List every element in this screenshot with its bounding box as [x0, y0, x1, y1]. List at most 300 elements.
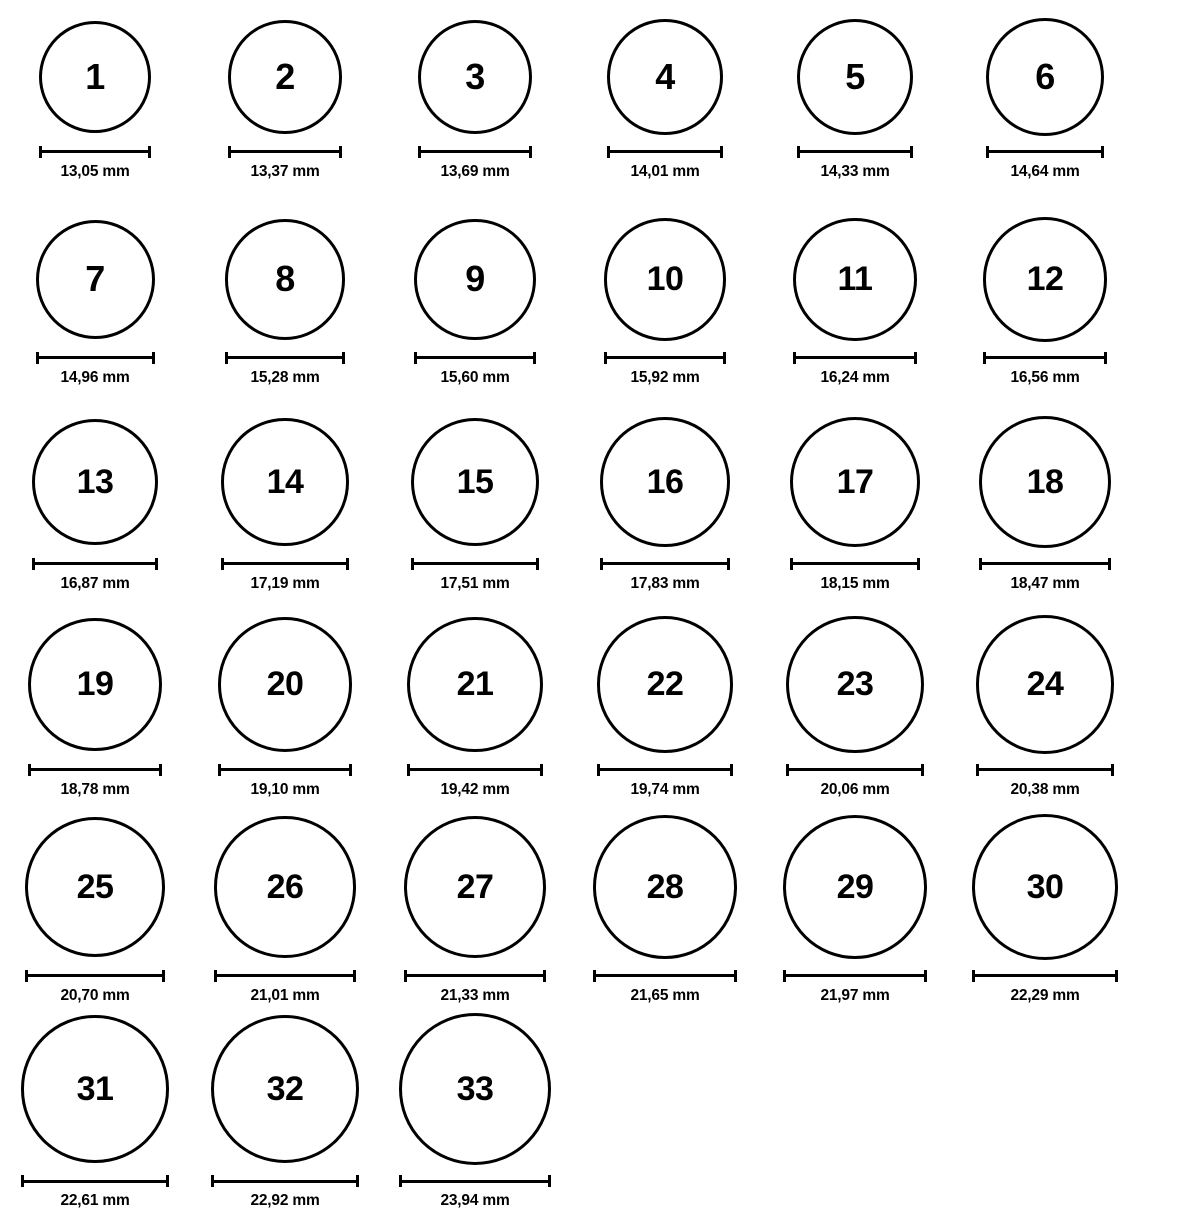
ring-circle-wrap — [228, 14, 341, 140]
measure-tick-left — [414, 352, 417, 364]
ring-circle — [983, 217, 1108, 342]
ring-size-number: 12 — [1026, 260, 1064, 299]
ring-circle — [399, 1013, 551, 1165]
diameter-label: 16,24 mm — [820, 368, 890, 386]
ring-circle — [986, 18, 1104, 136]
ring-size-7 — [0, 213, 190, 387]
measure-line — [983, 356, 1108, 359]
ring-circle-wrap — [411, 412, 539, 552]
measure-tick-right — [727, 558, 730, 570]
diameter-measure-bar — [228, 146, 341, 158]
ring-size-16 — [570, 412, 760, 593]
ring-circle — [597, 616, 734, 753]
diameter-label: 15,28 mm — [250, 368, 320, 386]
ring-size-number: 13 — [76, 462, 114, 501]
diameter-measure-bar — [214, 970, 355, 982]
diameter-measure-bar — [225, 352, 345, 364]
ring-circle-wrap — [418, 14, 532, 140]
measure-line — [221, 562, 348, 565]
measure-tick-left — [39, 146, 42, 158]
ring-circle — [28, 618, 161, 751]
diameter-measure-bar — [593, 970, 737, 982]
measure-tick-left — [214, 970, 217, 982]
diameter-label: 14,96 mm — [60, 368, 130, 386]
ring-circle-wrap — [225, 213, 345, 346]
ring-circle — [972, 814, 1118, 960]
ring-size-number: 15 — [456, 462, 494, 501]
diameter-label: 20,06 mm — [820, 780, 890, 798]
diameter-label: 18,78 mm — [60, 780, 130, 798]
ring-size-number: 18 — [1026, 462, 1064, 501]
diameter-measure-bar — [407, 764, 542, 776]
measure-line — [797, 150, 914, 153]
ring-size-number: 6 — [1035, 55, 1055, 97]
measure-tick-right — [159, 764, 162, 776]
diameter-label: 14,64 mm — [1010, 162, 1080, 180]
measure-tick-left — [983, 352, 986, 364]
measure-tick-right — [533, 352, 536, 364]
ring-circle-wrap — [214, 810, 355, 964]
diameter-measure-bar — [39, 146, 151, 158]
diameter-measure-bar — [32, 558, 158, 570]
measure-tick-right — [356, 1175, 359, 1187]
measure-line — [790, 562, 921, 565]
ring-size-number: 20 — [266, 665, 304, 704]
measure-tick-left — [607, 146, 610, 158]
diameter-measure-bar — [604, 352, 727, 364]
ring-circle — [221, 418, 348, 545]
diameter-label: 22,61 mm — [60, 1192, 130, 1209]
diameter-measure-bar — [221, 558, 348, 570]
measure-line — [793, 356, 917, 359]
measure-tick-right — [148, 146, 151, 158]
diameter-label: 16,56 mm — [1010, 368, 1080, 386]
diameter-measure-bar — [783, 970, 928, 982]
measure-tick-right — [349, 764, 352, 776]
ring-circle — [404, 816, 546, 958]
diameter-label: 18,47 mm — [1010, 574, 1080, 592]
diameter-label: 21,33 mm — [440, 986, 510, 1004]
diameter-measure-bar — [211, 1175, 359, 1187]
diameter-measure-bar — [414, 352, 535, 364]
measure-tick-left — [600, 558, 603, 570]
measure-tick-left — [228, 146, 231, 158]
ring-circle — [228, 20, 341, 133]
ring-size-21 — [380, 611, 570, 799]
ring-size-number: 26 — [266, 867, 304, 906]
ring-size-6 — [950, 14, 1140, 181]
measure-tick-left — [399, 1175, 402, 1187]
diameter-measure-bar — [404, 970, 546, 982]
ring-size-8 — [190, 213, 380, 387]
ring-circle — [604, 218, 727, 341]
diameter-label: 22,92 mm — [250, 1192, 320, 1209]
ring-size-29 — [760, 810, 950, 1005]
ring-circle-wrap — [979, 412, 1111, 552]
ring-size-25 — [0, 810, 190, 1005]
ring-size-19 — [0, 611, 190, 799]
measure-line — [218, 768, 352, 771]
measure-tick-right — [342, 352, 345, 364]
diameter-label: 15,92 mm — [630, 368, 700, 386]
ring-circle-wrap — [976, 611, 1115, 758]
ring-size-number: 24 — [1026, 665, 1064, 704]
measure-line — [607, 150, 723, 153]
measure-tick-right — [1101, 146, 1104, 158]
ring-circle — [211, 1015, 359, 1163]
size-row — [0, 14, 1200, 213]
ring-circle-wrap — [25, 810, 165, 964]
ring-size-20 — [190, 611, 380, 799]
ring-circle-wrap — [972, 810, 1118, 964]
ring-size-number: 30 — [1026, 867, 1064, 906]
measure-tick-right — [155, 558, 158, 570]
measure-tick-right — [166, 1175, 169, 1187]
ring-circle-wrap — [797, 14, 914, 140]
ring-circle — [32, 419, 158, 545]
measure-tick-left — [21, 1175, 24, 1187]
measure-tick-right — [917, 558, 920, 570]
ring-size-number: 17 — [836, 462, 874, 501]
measure-line — [21, 1180, 168, 1183]
ring-size-17 — [760, 412, 950, 593]
measure-line — [399, 1180, 551, 1183]
ring-circle — [790, 417, 921, 548]
ring-circle-wrap — [211, 1009, 359, 1169]
measure-tick-right — [339, 146, 342, 158]
diameter-label: 17,51 mm — [440, 574, 510, 592]
ring-circle — [407, 617, 542, 752]
ring-size-number: 19 — [76, 665, 114, 704]
ring-circle — [797, 19, 914, 136]
diameter-label: 21,01 mm — [250, 986, 320, 1004]
ring-size-number: 10 — [646, 260, 684, 299]
ring-size-15 — [380, 412, 570, 593]
ring-size-number: 5 — [845, 55, 865, 97]
ring-circle-wrap — [221, 412, 348, 552]
ring-size-13 — [0, 412, 190, 593]
measure-tick-left — [604, 352, 607, 364]
ring-size-18 — [950, 412, 1140, 593]
ring-size-26 — [190, 810, 380, 1005]
diameter-label: 17,19 mm — [250, 574, 320, 592]
ring-circle-wrap — [218, 611, 352, 758]
ring-circle-wrap — [983, 213, 1108, 346]
measure-tick-right — [914, 352, 917, 364]
ring-circle — [793, 218, 917, 342]
ring-circle-wrap — [28, 611, 161, 758]
ring-circle-wrap — [600, 412, 730, 552]
measure-tick-right — [548, 1175, 551, 1187]
diameter-label: 15,60 mm — [440, 368, 510, 386]
measure-tick-left — [32, 558, 35, 570]
ring-size-number: 14 — [266, 462, 304, 501]
diameter-measure-bar — [786, 764, 924, 776]
measure-tick-right — [536, 558, 539, 570]
measure-tick-left — [783, 970, 786, 982]
diameter-measure-bar — [399, 1175, 551, 1187]
diameter-label: 13,37 mm — [250, 162, 320, 180]
diameter-label: 22,29 mm — [1010, 986, 1080, 1004]
ring-size-number: 33 — [456, 1070, 494, 1108]
measure-tick-left — [36, 352, 39, 364]
ring-circle — [225, 219, 345, 339]
diameter-measure-bar — [28, 764, 161, 776]
measure-line — [39, 150, 151, 153]
ring-size-number: 7 — [85, 258, 105, 300]
diameter-label: 14,33 mm — [820, 162, 890, 180]
measure-tick-left — [404, 970, 407, 982]
diameter-label: 21,65 mm — [630, 986, 700, 1004]
measure-line — [597, 768, 734, 771]
ring-size-3 — [380, 14, 570, 181]
ring-size-4 — [570, 14, 760, 181]
ring-size-9 — [380, 213, 570, 387]
ring-circle-wrap — [793, 213, 917, 346]
diameter-measure-bar — [979, 558, 1111, 570]
ring-circle — [414, 219, 535, 340]
ring-size-5 — [760, 14, 950, 181]
ring-size-number: 27 — [456, 867, 494, 906]
measure-tick-left — [221, 558, 224, 570]
ring-size-30 — [950, 810, 1140, 1005]
ring-size-number: 4 — [655, 55, 675, 97]
measure-tick-left — [972, 970, 975, 982]
ring-size-24 — [950, 611, 1140, 799]
ring-circle — [36, 220, 155, 339]
measure-tick-right — [910, 146, 913, 158]
diameter-measure-bar — [976, 764, 1115, 776]
diameter-measure-bar — [790, 558, 921, 570]
measure-line — [786, 768, 924, 771]
measure-tick-right — [353, 970, 356, 982]
measure-line — [32, 562, 158, 565]
diameter-measure-bar — [36, 352, 155, 364]
measure-tick-left — [418, 146, 421, 158]
ring-size-number: 8 — [275, 258, 295, 300]
diameter-measure-bar — [983, 352, 1108, 364]
diameter-label: 17,83 mm — [630, 574, 700, 592]
ring-size-10 — [570, 213, 760, 387]
diameter-measure-bar — [797, 146, 914, 158]
ring-size-27 — [380, 810, 570, 1005]
diameter-label: 19,74 mm — [630, 780, 700, 798]
ring-circle — [411, 418, 539, 546]
ring-circle-wrap — [786, 611, 924, 758]
ring-circle-wrap — [407, 611, 542, 758]
ring-size-number: 3 — [465, 55, 485, 97]
measure-line — [228, 150, 341, 153]
diameter-label: 19,42 mm — [440, 780, 510, 798]
measure-line — [225, 356, 345, 359]
ring-size-22 — [570, 611, 760, 799]
ring-circle — [418, 20, 532, 134]
ring-size-33 — [380, 1009, 570, 1210]
ring-circle — [214, 816, 355, 957]
measure-line — [783, 974, 928, 977]
diameter-measure-bar — [600, 558, 730, 570]
ring-circle — [979, 416, 1111, 548]
diameter-measure-bar — [218, 764, 352, 776]
ring-size-14 — [190, 412, 380, 593]
measure-tick-right — [1104, 352, 1107, 364]
measure-tick-right — [543, 970, 546, 982]
diameter-measure-bar — [607, 146, 723, 158]
ring-circle — [39, 21, 151, 133]
size-row — [0, 810, 1200, 1009]
ring-size-1 — [0, 14, 190, 181]
measure-tick-right — [540, 764, 543, 776]
measure-tick-right — [1111, 764, 1114, 776]
diameter-label: 18,15 mm — [820, 574, 890, 592]
measure-tick-right — [346, 558, 349, 570]
measure-tick-left — [793, 352, 796, 364]
measure-tick-left — [976, 764, 979, 776]
ring-circle-wrap — [414, 213, 535, 346]
ring-size-23 — [760, 611, 950, 799]
ring-circle-wrap — [986, 14, 1104, 140]
diameter-measure-bar — [21, 1175, 168, 1187]
size-row — [0, 1009, 1200, 1208]
diameter-label: 16,87 mm — [60, 574, 130, 592]
ring-circle — [783, 815, 928, 960]
diameter-measure-bar — [418, 146, 532, 158]
ring-size-number: 11 — [837, 260, 873, 299]
measure-tick-left — [979, 558, 982, 570]
ring-circle — [976, 615, 1115, 754]
measure-line — [36, 356, 155, 359]
ring-circle — [607, 19, 723, 135]
measure-tick-right — [924, 970, 927, 982]
ring-circle-wrap — [39, 14, 151, 140]
ring-size-number: 9 — [465, 258, 485, 300]
measure-tick-left — [211, 1175, 214, 1187]
ring-size-number: 25 — [76, 867, 114, 906]
ring-size-number: 32 — [266, 1070, 304, 1108]
diameter-measure-bar — [25, 970, 165, 982]
ring-circle-wrap — [404, 810, 546, 964]
diameter-measure-bar — [793, 352, 917, 364]
measure-line — [28, 768, 161, 771]
measure-line — [25, 974, 165, 977]
ring-circle-wrap — [593, 810, 737, 964]
ring-size-number: 28 — [646, 867, 684, 906]
ring-circle-wrap — [32, 412, 158, 552]
diameter-label: 21,97 mm — [820, 986, 890, 1004]
ring-circle-wrap — [607, 14, 723, 140]
measure-line — [986, 150, 1104, 153]
size-row — [0, 412, 1200, 611]
ring-size-32 — [190, 1009, 380, 1210]
measure-tick-right — [162, 970, 165, 982]
ring-size-number: 1 — [85, 55, 105, 97]
measure-tick-right — [730, 764, 733, 776]
diameter-label: 19,10 mm — [250, 780, 320, 798]
ring-size-31 — [0, 1009, 190, 1210]
ring-circle-wrap — [21, 1009, 168, 1169]
ring-circle — [218, 617, 352, 751]
measure-line — [600, 562, 730, 565]
measure-tick-left — [797, 146, 800, 158]
ring-size-11 — [760, 213, 950, 387]
ring-circle — [21, 1015, 168, 1162]
ring-circle-wrap — [36, 213, 155, 346]
measure-tick-left — [411, 558, 414, 570]
measure-line — [418, 150, 532, 153]
measure-line — [604, 356, 727, 359]
measure-tick-right — [734, 970, 737, 982]
measure-tick-right — [529, 146, 532, 158]
measure-tick-left — [786, 764, 789, 776]
diameter-label: 14,01 mm — [630, 162, 700, 180]
ring-circle-wrap — [783, 810, 928, 964]
ring-size-number: 21 — [456, 665, 494, 704]
ring-circle-wrap — [790, 412, 921, 552]
diameter-label: 13,69 mm — [440, 162, 510, 180]
measure-line — [214, 974, 355, 977]
diameter-label: 20,38 mm — [1010, 780, 1080, 798]
diameter-label: 13,05 mm — [60, 162, 130, 180]
measure-line — [211, 1180, 359, 1183]
ring-size-number: 2 — [275, 55, 295, 97]
ring-circle — [786, 616, 924, 754]
measure-tick-right — [723, 352, 726, 364]
ring-circle — [25, 817, 165, 957]
measure-line — [414, 356, 535, 359]
measure-tick-right — [1108, 558, 1111, 570]
ring-circle-wrap — [399, 1009, 551, 1169]
measure-line — [972, 974, 1118, 977]
ring-circle-wrap — [604, 213, 727, 346]
ring-size-number: 31 — [76, 1069, 114, 1108]
measure-tick-right — [921, 764, 924, 776]
size-row — [0, 213, 1200, 412]
measure-line — [593, 974, 737, 977]
measure-tick-left — [593, 970, 596, 982]
ring-circle — [600, 417, 730, 547]
ring-size-number: 16 — [646, 462, 684, 501]
ring-size-number: 23 — [836, 665, 874, 704]
diameter-measure-bar — [597, 764, 734, 776]
diameter-measure-bar — [972, 970, 1118, 982]
measure-tick-right — [1115, 970, 1118, 982]
measure-line — [411, 562, 539, 565]
measure-line — [979, 562, 1111, 565]
ring-size-28 — [570, 810, 760, 1005]
diameter-measure-bar — [411, 558, 539, 570]
measure-tick-left — [407, 764, 410, 776]
measure-tick-left — [25, 970, 28, 982]
ring-circle — [593, 815, 737, 959]
ring-size-12 — [950, 213, 1140, 387]
ring-circle-wrap — [597, 611, 734, 758]
measure-tick-left — [986, 146, 989, 158]
diameter-measure-bar — [986, 146, 1104, 158]
measure-tick-left — [225, 352, 228, 364]
measure-tick-left — [597, 764, 600, 776]
measure-line — [407, 768, 542, 771]
diameter-label: 23,94 mm — [440, 1192, 510, 1209]
measure-tick-left — [28, 764, 31, 776]
measure-tick-left — [790, 558, 793, 570]
diameter-label: 20,70 mm — [60, 986, 130, 1004]
ring-size-number: 29 — [836, 867, 874, 906]
measure-tick-right — [720, 146, 723, 158]
measure-line — [976, 768, 1115, 771]
measure-line — [404, 974, 546, 977]
size-row — [0, 611, 1200, 810]
ring-size-number: 22 — [646, 665, 684, 704]
